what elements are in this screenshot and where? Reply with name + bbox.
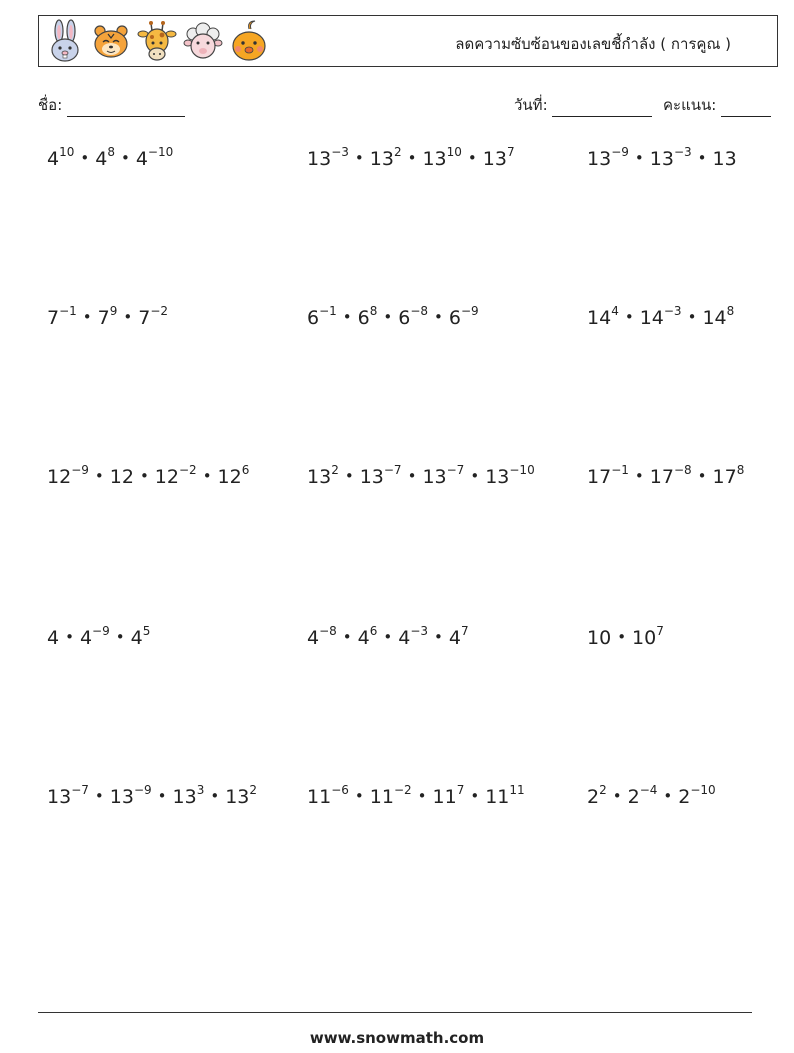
base: 11 — [307, 786, 332, 808]
exponent: 2 — [331, 463, 339, 477]
base: 17 — [649, 466, 674, 488]
base: 14 — [639, 307, 664, 329]
name-line — [67, 101, 185, 117]
multiply-dot: • — [202, 467, 212, 485]
base: 4 — [307, 627, 320, 649]
exponent: 2 — [249, 783, 258, 797]
problem-12 — [587, 624, 664, 649]
footer-url: www.snowmath.com — [309, 1029, 485, 1047]
base: 14 — [587, 307, 612, 329]
exponent: −7 — [71, 783, 89, 797]
exponent: −9 — [611, 145, 629, 159]
date-field — [514, 93, 652, 117]
animal-icons — [45, 19, 269, 63]
base: 13 — [712, 148, 737, 170]
base: 7 — [47, 307, 60, 329]
giraffe-icon — [137, 19, 177, 63]
problem-14 — [307, 783, 525, 808]
exponent: −1 — [611, 463, 629, 477]
multiply-dot: • — [383, 628, 393, 646]
base: 6 — [357, 307, 370, 329]
worksheet-title: ลดความซับซ้อนของเลขชี้กำลัง ( การคูณ ) — [455, 35, 731, 53]
exponent: −3 — [410, 624, 429, 638]
exponent: 7 — [506, 145, 515, 159]
exponent: 2 — [393, 145, 402, 159]
base: 12 — [47, 466, 72, 488]
base: 13 — [649, 148, 674, 170]
base: 4 — [47, 148, 60, 170]
exponent: −3 — [663, 304, 682, 318]
problem-13 — [47, 783, 258, 808]
exponent: 6 — [369, 624, 378, 638]
exponent: −2 — [393, 783, 412, 797]
base: 4 — [357, 627, 370, 649]
problem-2 — [307, 145, 515, 170]
chick-icon — [229, 19, 269, 63]
date-line — [552, 101, 652, 117]
exponent: 3 — [196, 783, 205, 797]
base: 13 — [369, 148, 394, 170]
multiply-dot: • — [687, 308, 697, 326]
base: 13 — [422, 148, 447, 170]
tiger-icon — [91, 19, 131, 63]
multiply-dot: • — [434, 308, 443, 326]
problem-7 — [47, 463, 250, 488]
problem-10 — [47, 624, 151, 649]
exponent: 7 — [456, 783, 465, 797]
multiply-dot: • — [470, 467, 480, 485]
exponent: −3 — [673, 145, 692, 159]
exponent: −8 — [673, 463, 692, 477]
exponent: −1 — [319, 304, 337, 318]
multiply-dot: • — [80, 149, 90, 167]
base: 14 — [702, 307, 727, 329]
date-label: วันที่: — [514, 96, 548, 114]
base: 2 — [587, 786, 600, 808]
rabbit-icon — [45, 19, 85, 63]
multiply-dot: • — [354, 787, 364, 805]
base: 13 — [225, 786, 250, 808]
multiply-dot: • — [634, 467, 644, 485]
worksheet-header — [38, 15, 778, 67]
multiply-dot: • — [697, 467, 707, 485]
exponent: −9 — [71, 463, 89, 477]
sheep-icon — [183, 19, 223, 63]
score-line — [721, 101, 771, 117]
multiply-dot: • — [157, 787, 167, 805]
base: 13 — [47, 786, 72, 808]
base: 10 — [587, 627, 612, 649]
multiply-dot: • — [82, 308, 92, 326]
multiply-dot: • — [210, 787, 220, 805]
base: 2 — [627, 786, 640, 808]
exponent: −2 — [150, 304, 169, 318]
base: 2 — [678, 786, 691, 808]
base: 12 — [217, 466, 242, 488]
problem-15 — [587, 783, 716, 808]
multiply-dot: • — [94, 787, 104, 805]
exponent: −8 — [410, 304, 429, 318]
problem-4 — [47, 304, 169, 329]
base: 6 — [448, 307, 461, 329]
base: 11 — [485, 786, 510, 808]
exponent: 7 — [461, 624, 469, 638]
base: 11 — [369, 786, 394, 808]
base: 13 — [587, 148, 612, 170]
exponent: 9 — [109, 304, 118, 318]
exponent: −9 — [92, 624, 110, 638]
multiply-dot: • — [344, 467, 354, 485]
problem-1 — [47, 145, 174, 170]
score-label: คะแนน: — [663, 96, 717, 114]
base: 13 — [172, 786, 197, 808]
multiply-dot: • — [65, 628, 74, 646]
base: 4 — [398, 627, 411, 649]
exponent: −7 — [383, 463, 402, 477]
base: 6 — [398, 307, 411, 329]
exponent: −6 — [331, 783, 349, 797]
exponent: −9 — [461, 304, 479, 318]
base: 13 — [422, 466, 447, 488]
footer-divider — [38, 1012, 752, 1013]
base: 13 — [485, 466, 510, 488]
exponent: 6 — [241, 463, 250, 477]
multiply-dot: • — [383, 308, 393, 326]
exponent: −10 — [690, 783, 716, 797]
base: 7 — [97, 307, 110, 329]
problem-3 — [587, 145, 737, 170]
exponent: −4 — [639, 783, 658, 797]
problem-11 — [307, 624, 469, 649]
exponent: −1 — [59, 304, 77, 318]
exponent: −7 — [446, 463, 465, 477]
base: 13 — [307, 148, 332, 170]
exponent: −2 — [178, 463, 197, 477]
multiply-dot: • — [354, 149, 364, 167]
exponent: 8 — [736, 463, 745, 477]
multiply-dot: • — [342, 308, 352, 326]
exponent: 8 — [369, 304, 378, 318]
multiply-dot: • — [139, 467, 149, 485]
base: 4 — [47, 627, 60, 649]
multiply-dot: • — [417, 787, 427, 805]
multiply-dot: • — [342, 628, 352, 646]
multiply-dot: • — [120, 149, 130, 167]
base: 6 — [307, 307, 320, 329]
exponent: 2 — [599, 783, 607, 797]
base: 17 — [587, 466, 612, 488]
base: 13 — [307, 466, 332, 488]
base: 12 — [154, 466, 179, 488]
exponent: −10 — [509, 463, 535, 477]
problem-5 — [307, 304, 479, 329]
problem-8 — [307, 463, 535, 488]
multiply-dot: • — [94, 467, 104, 485]
base: 4 — [130, 627, 143, 649]
exponent: 4 — [611, 304, 619, 318]
multiply-dot: • — [434, 628, 443, 646]
exponent: 10 — [59, 145, 75, 159]
multiply-dot: • — [697, 149, 707, 167]
exponent: −10 — [147, 145, 174, 159]
name-label: ชื่อ: — [38, 96, 63, 114]
base: 4 — [448, 627, 461, 649]
multiply-dot: • — [634, 149, 644, 167]
multiply-dot: • — [617, 628, 627, 646]
exponent: 10 — [446, 145, 462, 159]
base: 13 — [109, 786, 134, 808]
problem-6 — [587, 304, 735, 329]
base: 12 — [109, 466, 134, 488]
exponent: 11 — [509, 783, 525, 797]
multiply-dot: • — [467, 149, 477, 167]
multiply-dot: • — [624, 308, 634, 326]
multiply-dot: • — [407, 467, 417, 485]
name-field — [38, 93, 185, 117]
exponent: −8 — [319, 624, 337, 638]
problem-9 — [587, 463, 745, 488]
multiply-dot: • — [407, 149, 417, 167]
multiply-dot: • — [115, 628, 125, 646]
base: 13 — [482, 148, 507, 170]
exponent: −9 — [133, 783, 152, 797]
multiply-dot: • — [470, 787, 480, 805]
base: 13 — [359, 466, 384, 488]
base: 4 — [95, 148, 108, 170]
exponent: 5 — [142, 624, 151, 638]
multiply-dot: • — [612, 787, 622, 805]
score-field — [663, 93, 771, 117]
multiply-dot: • — [123, 308, 133, 326]
base: 4 — [79, 627, 93, 649]
base: 10 — [632, 627, 657, 649]
exponent: 7 — [656, 624, 664, 638]
exponent: −3 — [331, 145, 349, 159]
exponent: 8 — [107, 145, 115, 159]
base: 11 — [432, 786, 457, 808]
base: 17 — [712, 466, 737, 488]
exponent: 8 — [726, 304, 735, 318]
multiply-dot: • — [663, 787, 673, 805]
base: 7 — [138, 307, 151, 329]
base: 4 — [135, 148, 148, 170]
